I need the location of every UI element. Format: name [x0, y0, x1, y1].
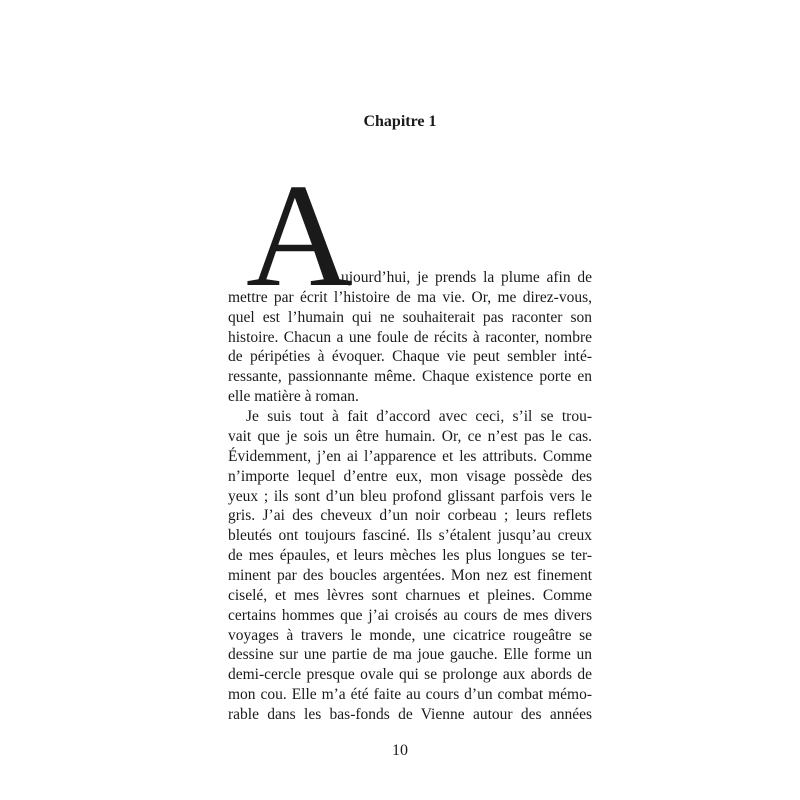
- text-line: rable dans les bas-fonds de Vienne autour des années: [228, 706, 592, 723]
- text-line: voyages à travers le monde, une cicatrice rougeâtre se: [228, 626, 592, 644]
- chapter-title: Chapitre 1: [363, 113, 437, 130]
- text-line: certains hommes que j’ai croisés au cours de mes divers: [228, 606, 592, 624]
- text-line: bleutés ont toujours fasciné. Ils s’étalent jusqu’au creux: [228, 527, 592, 545]
- text-line: n’importe lequel d’entre eux, mon visage possède des: [228, 467, 592, 485]
- text-line: gris. J’ai des cheveux d’un noir corbeau ; leurs reflets: [228, 507, 592, 525]
- text-line: minent par des boucles argentées. Mon nez est finement: [228, 566, 592, 584]
- text-line: demi-cercle presque ovale qui se prolonge aux abords de: [228, 666, 592, 684]
- text-line: ciselé, et mes lèvres sont charnues et pleines. Comme: [228, 586, 592, 604]
- text-line: quel est l’humain qui ne souhaiterait pas raconter son: [228, 308, 592, 326]
- text-line: de péripéties à évoquer. Chaque vie peut sembler inté-: [228, 348, 592, 366]
- text-line: Évidemment, j’en ai l’apparence et les attributs. Comme: [228, 447, 592, 465]
- text-line: mon cou. Elle m’a été faite au cours d’un combat mémo-: [228, 686, 592, 704]
- page-number: 10: [392, 742, 408, 759]
- text-line: ujourd’hui, je prends la plume afin de: [341, 269, 592, 286]
- text-line: yeux ; ils sont d’un bleu profond glissant parfois vers le: [228, 487, 592, 505]
- drop-cap-letter: A: [246, 154, 353, 318]
- text-line: dessine sur une partie de ma joue gauche. Elle forme un: [228, 646, 592, 664]
- text-line: Je suis tout à fait d’accord avec ceci, s’il se trou-: [246, 408, 592, 426]
- text-line: vait que je sois un être humain. Or, ce n’est pas le cas.: [228, 427, 592, 445]
- text-line: histoire. Chacun a une foule de récits à raconter, nombre: [228, 328, 592, 346]
- text-line: mettre par écrit l’histoire de ma vie. Or, me direz-vous,: [228, 288, 592, 306]
- text-line: ressante, passionnante même. Chaque existence porte en: [228, 368, 592, 386]
- text-line: elle matière à roman.: [228, 388, 359, 406]
- text-line: de mes épaules, et leurs mèches les plus longues se ter-: [228, 547, 592, 565]
